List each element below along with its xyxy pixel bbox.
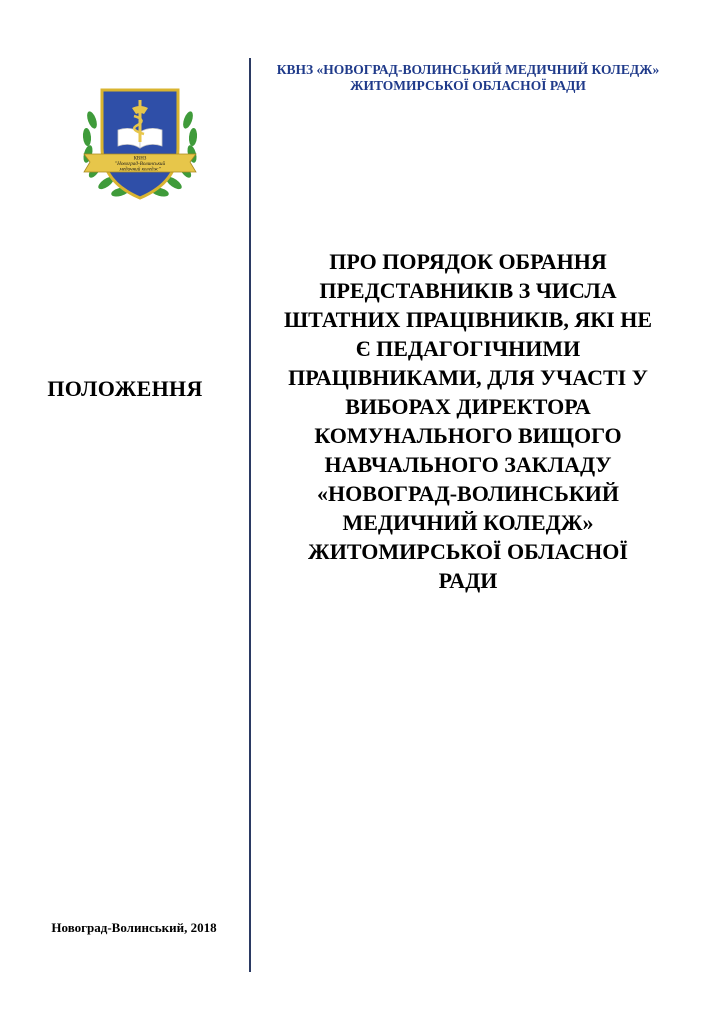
document-type-title: ПОЛОЖЕННЯ [47,376,203,401]
title-line: МЕДИЧНИЙ КОЛЕДЖ» [342,510,594,535]
ribbon-banner [84,154,196,172]
title-line: ВИБОРАХ ДИРЕКТОРА [345,394,591,419]
title-line: ПРО ПОРЯДОК ОБРАННЯ [329,249,607,274]
title-line: ШТАТНИХ ПРАЦІВНИКІВ, ЯКІ НЕ [283,307,653,332]
college-emblem-logo [78,82,202,206]
vertical-divider [249,58,251,972]
institution-header [252,62,684,94]
ribbon-line-2: "Новоград-Волинський [114,161,166,167]
document-main-title [258,247,678,595]
title-line: Є ПЕДАГОГІЧНИМИ [355,336,581,361]
title-line: ЖИТОМИРСЬКОЇ ОБЛАСНОЇ [308,539,628,564]
title-line: ПРАЦІВНИКАМИ, ДЛЯ УЧАСТІ У [288,365,648,390]
title-line: НАВЧАЛЬНОГО ЗАКЛАДУ [324,452,612,477]
ribbon-line-1: КВНЗ [133,156,147,162]
place-and-year: Новоград-Волинський, 2018 [51,920,217,935]
title-line: ПРЕДСТАВНИКІВ З ЧИСЛА [319,278,617,303]
title-line: «НОВОГРАД-ВОЛИНСЬКИЙ [317,481,619,506]
ribbon-line-3: медичний коледж" [119,166,161,173]
title-line: РАДИ [438,568,498,593]
header-line-1: КВНЗ «НОВОГРАД-ВОЛИНСЬКИЙ МЕДИЧНИЙ КОЛЕДЖ» [276,62,660,77]
title-line: КОМУНАЛЬНОГО ВИЩОГО [314,423,622,448]
header-line-2: ЖИТОМИРСЬКОЇ ОБЛАСНОЇ РАДИ [350,78,586,93]
